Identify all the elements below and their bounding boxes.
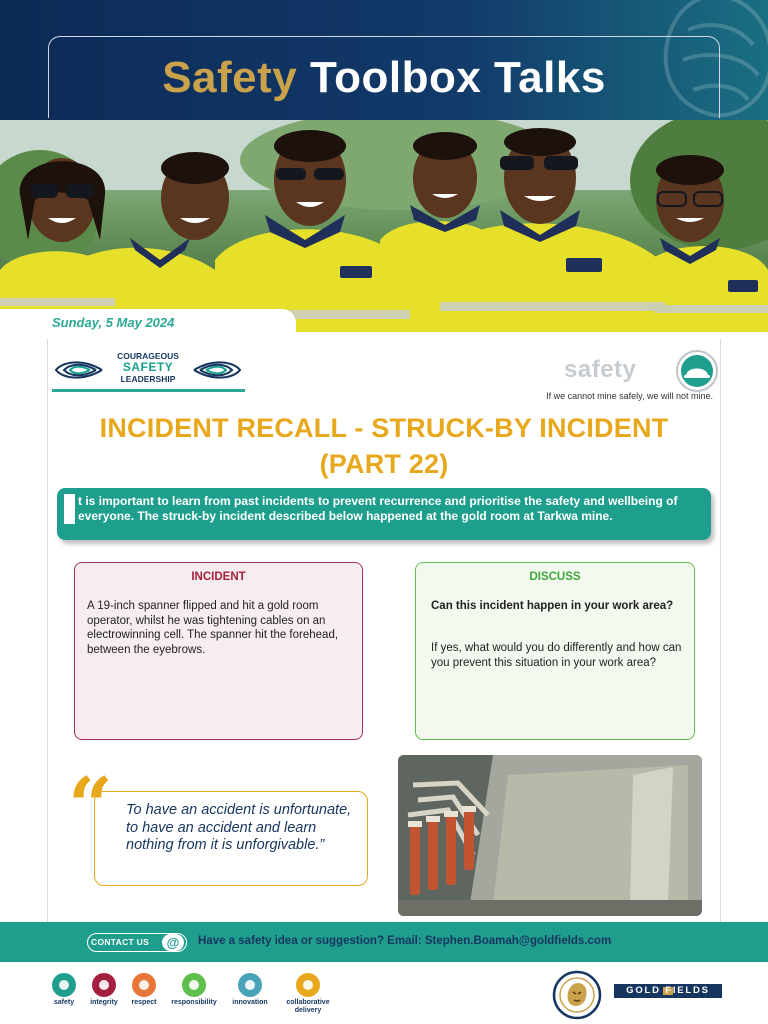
intro-panel	[57, 488, 711, 540]
electrowinning-cell-illustration	[398, 755, 702, 916]
collaborative-delivery-icon	[296, 973, 320, 997]
csl-bottom: LEADERSHIP	[120, 374, 176, 384]
title-rest: Toolbox Talks	[310, 53, 606, 102]
value-label: collaborative delivery	[286, 999, 330, 1014]
gold-fields-wordmark: GOLD FIELDS	[626, 985, 710, 996]
discuss-text: If yes, what would you do differently and how can you prevent this situation in your work area?	[431, 642, 682, 669]
csl-top: COURAGEOUS	[117, 351, 179, 361]
incident-text: A 19-inch spanner flipped and hit a gold room operator, whilst he was tightening cables on an electrowinning cell. The spanner hit the forehead, between the eyebrows.	[87, 600, 339, 656]
incident-box	[74, 562, 363, 740]
value-label: respect	[131, 999, 157, 1006]
csl-underline	[52, 389, 245, 392]
page-title	[0, 55, 768, 101]
value-collaborative-delivery	[278, 973, 338, 1015]
quote-box	[94, 791, 368, 886]
safety-icon	[52, 973, 76, 997]
integrity-icon	[92, 973, 116, 997]
discuss-question: Can this incident happen in your work area?	[431, 600, 674, 612]
contact-email-text[interactable]: Have a safety idea or suggestion? Email: Stephen.Boamah@goldfields.com	[198, 935, 612, 947]
value-label: safety	[53, 999, 75, 1006]
contact-us-label: CONTACT US	[91, 937, 150, 947]
discuss-title: DISCUSS	[529, 571, 581, 583]
safety-wordmark: safety	[564, 356, 637, 383]
header-banner	[0, 0, 768, 122]
electrowinning-cell-photo	[398, 755, 702, 916]
intro-text: t is important to learn from past incidents to prevent recurrence and prioritise the safety and wellbeing of everyone. The struck-by incident described below happened at the gold room at Tarkwa mine.	[78, 494, 678, 523]
quote-text: To have an accident is unfortunate, to have an accident and learn nothing from it is unforgivable.”	[126, 802, 352, 853]
discuss-box	[415, 562, 695, 740]
safety-tagline: If we cannot mine safely, we will not mine.	[546, 391, 713, 401]
value-responsibility	[164, 973, 224, 1007]
values-row	[40, 973, 350, 1018]
gold-fields-lion-seal-icon	[552, 970, 602, 1020]
headline: INCIDENT RECALL - STRUCK-BY INCIDENT (PART 22)	[99, 413, 669, 479]
team-photo	[0, 120, 768, 332]
hard-hat-icon	[675, 349, 719, 393]
issue-date: Sunday, 5 May 2024	[52, 315, 175, 330]
team-photo-illustration	[0, 120, 768, 332]
incident-title: INCIDENT	[191, 571, 246, 583]
value-label: responsibility	[171, 999, 217, 1006]
title-accent: Safety	[162, 53, 298, 102]
value-label: integrity	[90, 999, 118, 1006]
respect-icon	[132, 973, 156, 997]
value-label: innovation	[232, 999, 268, 1006]
innovation-icon	[238, 973, 262, 997]
email-at-icon: @	[162, 934, 184, 951]
quote-mark-icon: “	[68, 761, 113, 852]
csl-wordmark	[108, 351, 188, 384]
drop-cap-bar	[64, 494, 75, 524]
responsibility-icon	[182, 973, 206, 997]
csl-middle: SAFETY	[122, 360, 174, 374]
value-innovation	[220, 973, 280, 1007]
